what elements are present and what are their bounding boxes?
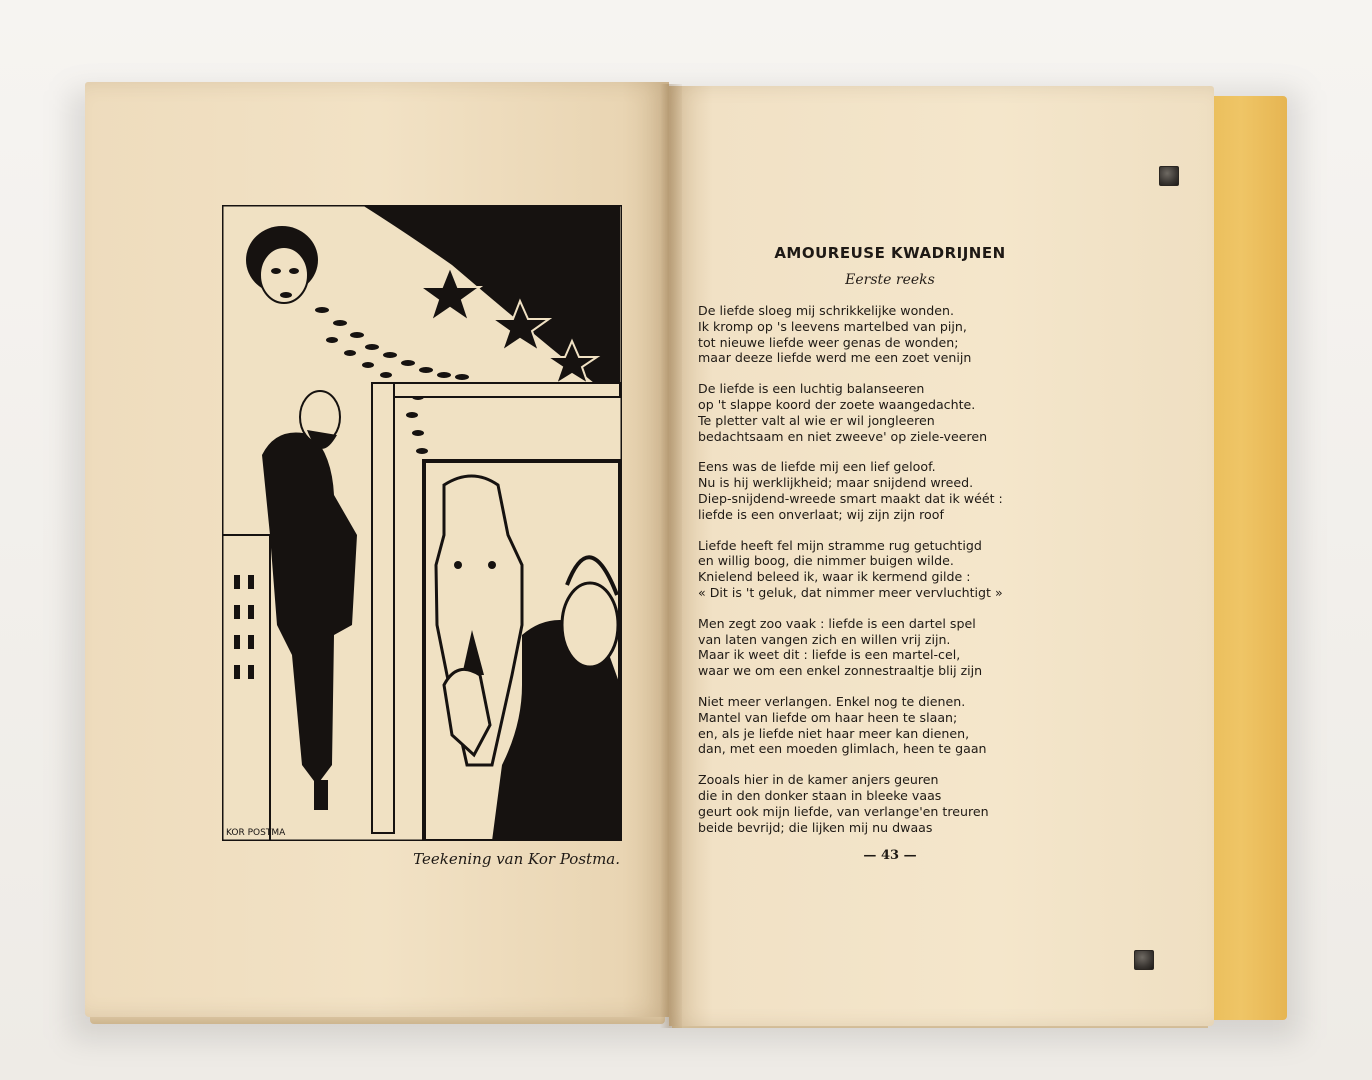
poem-stanzas — [698, 303, 1058, 850]
page-number: — 43 — — [863, 848, 917, 863]
poem-line: Te pletter valt al wie er wil jongleeren — [698, 412, 935, 428]
stanza — [698, 694, 1058, 757]
poem-line: die in den donker staan in bleeke vaas — [698, 787, 942, 803]
woodcut-illustration — [222, 205, 622, 841]
staple-bottom — [1134, 950, 1154, 970]
poem-line: Niet meer verlangen. Enkel nog te dienen. — [698, 693, 966, 709]
woodcut-signature: KOR POSTMA — [226, 828, 286, 838]
staple-top — [1159, 166, 1179, 186]
book-gutter — [660, 84, 682, 1028]
poem-line: en, als je liefde niet haar meer kan dienen, — [698, 725, 970, 741]
stanza — [698, 303, 1058, 366]
poem-line: van laten vangen zich en willen vrij zijn. — [698, 631, 951, 647]
stanza — [698, 459, 1058, 522]
poem-line: bedachtsaam en niet zweeve' op ziele-veeren — [698, 428, 988, 444]
poem-line: « Dit is 't geluk, dat nimmer meer vervluchtigt » — [698, 584, 1003, 600]
poem-line: Diep-snijdend-wreede smart maakt dat ik wéét : — [698, 490, 1003, 506]
poem-line: De liefde sloeg mij schrikkelijke wonden. — [698, 303, 954, 318]
poem-line: tot nieuwe liefde weer genas de wonden; — [698, 334, 959, 350]
stanza — [698, 616, 1058, 679]
stanza — [698, 381, 1058, 444]
poem-line: Maar ik weet dit : liefde is een martel-cel, — [698, 647, 961, 663]
poem-title: AMOUREUSE KWADRIJNEN — [774, 244, 1006, 262]
poem-line: Men zegt zoo vaak : liefde is een dartel spel — [698, 615, 976, 631]
poem-line: maar deeze liefde werd me een zoet venijn — [698, 350, 972, 366]
poem-line: beide bevrijd; die lijken mij nu dwaas — [698, 819, 933, 835]
poem-line: geurt ook mijn liefde, van verlange'en treuren — [698, 803, 989, 819]
poem-line: De liefde is een luchtig balanseeren — [698, 381, 925, 397]
poem-line: Mantel van liefde om haar heen te slaan; — [698, 709, 958, 725]
illustration-caption: Teekening van Kor Postma. — [413, 850, 620, 868]
poem-line: dan, met een moeden glimlach, heen te gaan — [698, 741, 987, 757]
stanza — [698, 772, 1058, 835]
poem-line: op 't slappe koord der zoete waangedachte. — [698, 396, 976, 412]
poem-line: Knielend beleed ik, waar ik kermend gilde : — [698, 569, 971, 585]
poem-line: Zooals hier in de kamer anjers geuren — [698, 772, 939, 788]
poem-line: en willig boog, die nimmer buigen wilde. — [698, 553, 954, 569]
poem-line: Eens was de liefde mij een lief geloof. — [698, 459, 936, 475]
woodcut-drawing — [222, 205, 622, 841]
poem-line: Nu is hij werklijkheid; maar snijdend wreed. — [698, 475, 974, 491]
stanza — [698, 538, 1058, 601]
poem-line: waar we om een enkel zonnestraaltje blij zijn — [698, 663, 983, 679]
poem-line: Liefde heeft fel mijn stramme rug getuchtigd — [698, 537, 982, 553]
poem-line: liefde is een onverlaat; wij zijn zijn roof — [698, 506, 944, 522]
poem-subtitle: Eerste reeks — [845, 272, 935, 288]
poem-line: Ik kromp op 's leevens martelbed van pijn, — [698, 318, 967, 334]
